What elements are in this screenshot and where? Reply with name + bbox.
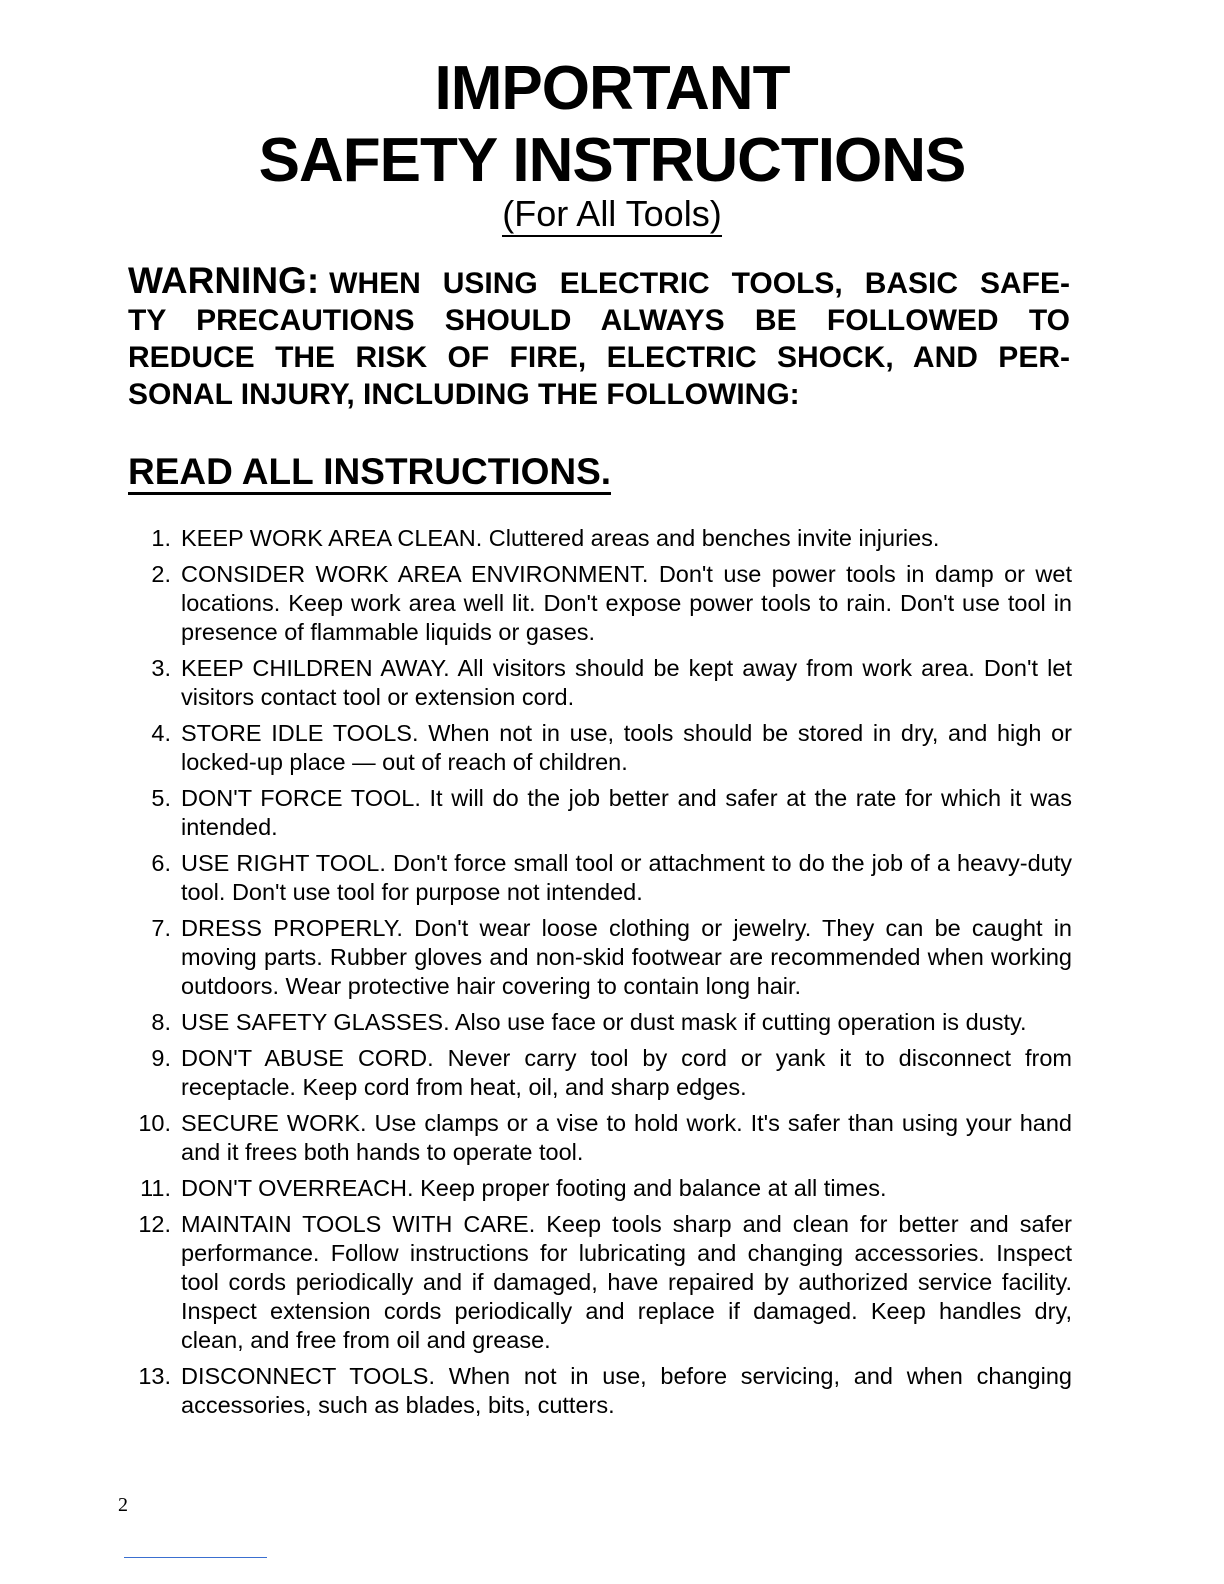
- instruction-text: USE RIGHT TOOL. Don't force small tool or attachment to do the job of a heavy-duty tool. Don't use tool for purpose not intended.: [181, 850, 1072, 905]
- instruction-text: USE SAFETY GLASSES. Also use face or dust mask if cutting operation is dusty.: [181, 1009, 1027, 1035]
- warning-line-3: REDUCE THE RISK OF FIRE, ELECTRIC SHOCK, AND PER-: [128, 341, 1070, 374]
- instruction-number: 13.: [138, 1363, 171, 1389]
- warning-label: WARNING:: [128, 260, 320, 301]
- instruction-number: 6.: [151, 850, 171, 876]
- instruction-number: 8.: [151, 1009, 171, 1035]
- instruction-item: [128, 560, 1072, 647]
- instruction-number: 10.: [138, 1110, 171, 1136]
- instruction-text: DON'T OVERREACH. Keep proper footing and balance at all times.: [181, 1175, 887, 1201]
- title-line-1: IMPORTANT: [434, 54, 790, 123]
- instruction-item: [128, 654, 1072, 712]
- instruction-number: 5.: [151, 785, 171, 811]
- warning-block: [128, 262, 1070, 413]
- instruction-text: DON'T ABUSE CORD. Never carry tool by cord or yank it to disconnect from receptacle. Keep cord from heat, oil, and sharp edges.: [181, 1045, 1072, 1100]
- instruction-list: [128, 524, 1072, 1427]
- instruction-item: [128, 1008, 1072, 1037]
- instruction-text: DON'T FORCE TOOL. It will do the job better and safer at the rate for which it was intended.: [181, 785, 1072, 840]
- page-number: 2: [118, 1494, 128, 1516]
- instruction-item: [128, 784, 1072, 842]
- footer-rule: [124, 1557, 267, 1558]
- subtitle-text: (For All Tools): [502, 193, 721, 237]
- instruction-number: 7.: [151, 915, 171, 941]
- instruction-item: [128, 524, 1072, 553]
- subtitle: [0, 192, 1224, 236]
- instruction-item: [128, 1044, 1072, 1102]
- read-all-text: READ ALL INSTRUCTIONS.: [128, 451, 611, 495]
- instruction-item: [128, 1109, 1072, 1167]
- instruction-text: MAINTAIN TOOLS WITH CARE. Keep tools sharp and clean for better and safer performance. Follow instructions for lubricating and changing accessories. Inspect tool cords periodically and if damaged, have repaired by authorized service facility. Inspect extension cords periodically and replace if damaged. Keep handles dry, clean, and free from oil and grease.: [181, 1211, 1072, 1353]
- instruction-number: 2.: [151, 561, 171, 587]
- warning-line-2: TY PRECAUTIONS SHOULD ALWAYS BE FOLLOWED TO: [128, 304, 1070, 337]
- instruction-text: KEEP CHILDREN AWAY. All visitors should be kept away from work area. Don't let visitors contact tool or extension cord.: [181, 655, 1072, 710]
- warning-line-4: SONAL INJURY, INCLUDING THE FOLLOWING:: [128, 378, 800, 411]
- instruction-text: SECURE WORK. Use clamps or a vise to hold work. It's safer than using your hand and it frees both hands to operate tool.: [181, 1110, 1072, 1165]
- warning-text-1: WHEN USING ELECTRIC TOOLS, BASIC SAFE-: [329, 267, 1070, 300]
- instruction-text: DISCONNECT TOOLS. When not in use, before servicing, and when changing accessories, such as blades, bits, cutters.: [181, 1363, 1072, 1418]
- read-all-heading: [128, 450, 611, 494]
- instruction-item: [128, 1210, 1072, 1355]
- instruction-item: [128, 849, 1072, 907]
- instruction-number: 4.: [151, 720, 171, 746]
- instruction-number: 12.: [138, 1211, 171, 1237]
- title-line-2: SAFETY INSTRUCTIONS: [258, 126, 966, 195]
- instruction-number: 9.: [151, 1045, 171, 1071]
- instruction-number: 3.: [151, 655, 171, 681]
- instruction-item: [128, 719, 1072, 777]
- instruction-text: CONSIDER WORK AREA ENVIRONMENT. Don't use power tools in damp or wet locations. Keep work area well lit. Don't expose power tools to rain. Don't use tool in presence of flammable liquids or gases.: [181, 561, 1072, 645]
- instruction-text: KEEP WORK AREA CLEAN. Cluttered areas and benches invite injuries.: [181, 525, 940, 551]
- instruction-number: 1.: [151, 525, 171, 551]
- instruction-item: [128, 914, 1072, 1001]
- instruction-text: DRESS PROPERLY. Don't wear loose clothing or jewelry. They can be caught in moving parts. Rubber gloves and non-skid footwear are recommended when working outdoors. Wear protective hair covering to contain long hair.: [181, 915, 1072, 999]
- instruction-text: STORE IDLE TOOLS. When not in use, tools should be stored in dry, and high or locked-up place — out of reach of children.: [181, 720, 1072, 775]
- instruction-item: [128, 1174, 1072, 1203]
- instruction-number: 11.: [140, 1175, 171, 1201]
- warning-line-1: [128, 262, 1070, 302]
- instruction-item: [128, 1362, 1072, 1420]
